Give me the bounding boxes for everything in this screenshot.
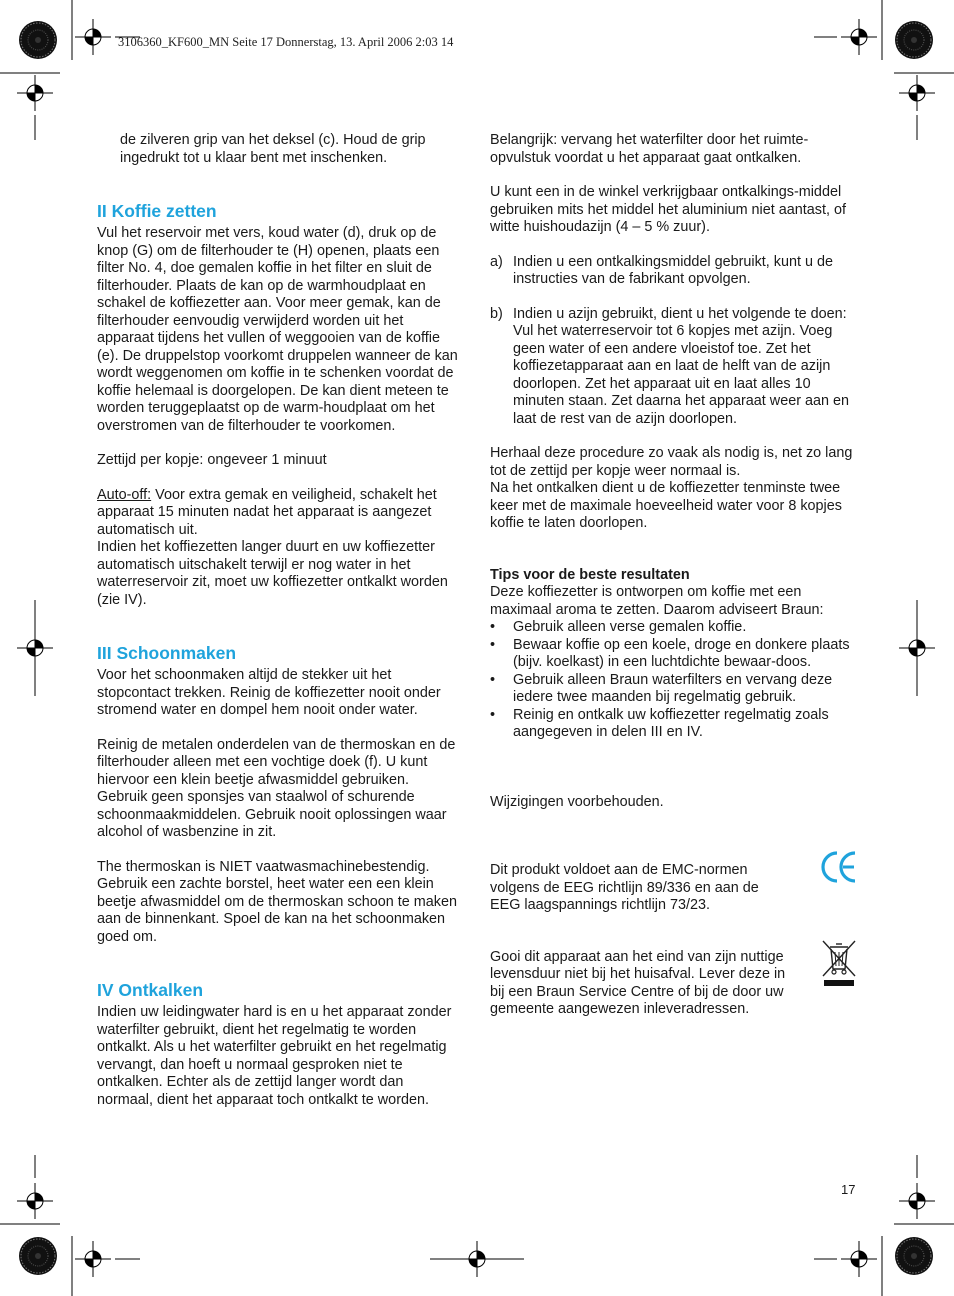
left-column — [97, 132, 463, 1109]
auto-off-paragraph — [97, 487, 463, 540]
tips-list-item-text: Bewaar koffie op een koele, droge en donkere plaats (bijv. koelkast) in een luchtdichte bewaar-doos. — [513, 636, 850, 670]
tips-list-item-text: Gebruik alleen Braun waterfilters en vervang deze iedere twee maanden bij regelmatig gebruik. — [513, 671, 833, 705]
section-title-ontkalken: IV Ontkalken — [97, 980, 204, 1000]
ce-mark-icon — [820, 849, 858, 885]
intro-paragraph: de zilveren grip van het deksel (c). Houd de grip ingedrukt tot u klaar bent met inschenken. — [120, 132, 426, 166]
changes-notice: Wijzigingen voorbehouden. — [490, 793, 664, 810]
bullet-marker: • — [490, 671, 496, 688]
list-item-text: Indien u een ontkalkingsmiddel gebruikt, kunt u de instructies van de fabrikant opvolgen. — [513, 253, 834, 287]
bullet-marker: • — [490, 619, 496, 635]
print-header: 3106360_KF600_MN Seite 17 Donnerstag, 13. April 2006 2:03 14 — [118, 35, 454, 49]
list-item-text: Indien u azijn gebruikt, dient u het volgende te doen: Vul het waterreservoir tot 6 kopjes met azijn. Voeg geen water of een andere vloeistof toe. Zet het koffiezetapparaat aan en laat de helft van de azijn doorlopen. Zet het apparaat uit en laat alles 10 minuten staan. Zet daarna het apparaat weer aan en laat de rest van de azijn doorlopen. — [513, 305, 850, 427]
page-number: 17 — [841, 1182, 856, 1197]
paragraph: Belangrijk: vervang het waterfilter door het ruimte-opvulstuk voordat u het apparaat gaat ontkalken. — [490, 132, 809, 166]
emc-notice: Dit produkt voldoet aan de EMC-normen volgens de EEG richtlijn 89/336 en aan de EEG laagspannings richtlijn 73/23. — [490, 862, 759, 913]
paragraph: The thermoskan is NIET vaatwasmachinebestendig. Gebruik een zachte borstel, heet water een een klein beetje afwasmiddel om de thermoskan schoon te maken aan de binnenkant. Spoel de kan na het schoonmaken goed om. — [97, 858, 457, 945]
paragraph: Reinig de metalen onderdelen van de thermoskan en de filterhouder alleen met een vochtige doek (f). U kunt hiervoor een klein beetje afwasmiddel gebruiken. Gebruik geen sponsjes van staalwol of schurende schoonmaakmiddelen. Gebruik nooit oplossingen waar alcohol of wasbenzine in zit. — [97, 736, 456, 840]
paragraph: Voor het schoonmaken altijd de stekker uit het stopcontact trekken. Reinig de koffiezetter nooit onder stromend water en dompel hem nooit onder water. — [97, 667, 441, 718]
tips-list-item-text: Gebruik alleen verse gemalen koffie. — [513, 619, 747, 635]
paragraph: Vul het reservoir met vers, koud water (d), druk op de knop (G) om de filterhouder te (H) openen, plaats een filter No. 4, doe gemalen koffie in het filter en sluit de filterhouder. Plaats de kan op de warmhoudplaat en schakel de koffiezetter aan. Voor meer gemak, kan de filterhouder eenvoudig verwijderd worden uit het apparaat tijdens het vullen of weggooien van de koffie (e). De druppelstop voorkomt druppelen wanneer de kan wordt weggenomen om koffie in te schenken voordat de koffie helemaal is doorgelopen. De kan dient meteen te worden teruggeplaatst op de warm-houdplaat om het overstromen van de filterhouder te voorkomen. — [97, 225, 458, 434]
list-marker: b) — [490, 305, 503, 322]
paragraph: U kunt een in de winkel verkrijgbaar ontkalkings-middel gebruiken mits het middel het aluminium niet aantast, of witte huishoudazijn (4 – 5 % zuur). — [490, 184, 846, 235]
tips-list-item — [490, 672, 856, 707]
bullet-marker: • — [490, 706, 496, 723]
list-item — [490, 254, 856, 289]
paragraph: Herhaal deze procedure zo vaak als nodig is, net zo lang tot de zettijd per kopje weer normaal is. — [490, 445, 853, 479]
weee-notice: Gooi dit apparaat aan het eind van zijn nuttige levensduur niet bij het huisafval. Lever deze in bij een Braun Service Centre of bij de door uw gemeente aangewezen inleveradressen. — [490, 948, 786, 1017]
tips-list-item — [490, 619, 856, 637]
paragraph: Na het ontkalken dient u de koffiezetter tenminste twee keer met de maximale hoeveelheid water voor 8 kopjes koffie te laten doorlopen. — [490, 480, 842, 531]
tips-list-item-text: Reinig en ontkalk uw koffiezetter regelmatig zoals aangegeven in delen III en IV. — [513, 706, 829, 740]
tips-list — [490, 619, 856, 742]
list-marker: a) — [490, 253, 503, 270]
auto-off-label: Auto-off: — [97, 486, 152, 503]
section-title-schoonmaken: III Schoonmaken — [97, 643, 237, 663]
bullet-marker: • — [490, 636, 496, 653]
tips-list-item — [490, 637, 856, 672]
paragraph: Indien het koffiezetten langer duurt en uw koffiezetter automatisch uitschakelt terwijl er nog water in het waterreservoir zit, moet uw koffiezetter ontkalkt worden (zie IV). — [97, 539, 448, 608]
paragraph: Zettijd per kopje: ongeveer 1 minuut — [97, 452, 327, 468]
section-title-koffie-zetten: II Koffie zetten — [97, 201, 217, 221]
list-item — [490, 306, 856, 429]
paragraph: Indien uw leidingwater hard is en u het apparaat zonder waterfilter gebruikt, dient het regelmatig te worden ontkalkt. Als u het waterfilter gebruikt en het regelmatig vervangt, dan hoeft u normaal gesproken niet te ontkalken. Echter als de zettijd langer wordt dan normaal, dient het apparaat toch ontkalkt te worden. — [97, 1004, 452, 1108]
tips-title: Tips voor de beste resultaten — [490, 566, 690, 583]
tips-intro: Deze koffiezetter is ontworpen om koffie met een maximaal aroma te zetten. Daarom adviseert Braun: — [490, 584, 824, 618]
tips-list-item — [490, 707, 856, 742]
auto-off-text: Voor extra gemak en veiligheid, schakelt het apparaat 15 minuten nadat het apparaat is aangezet automatisch uit. — [97, 486, 437, 538]
weee-bin-icon — [821, 938, 857, 988]
right-column — [490, 132, 856, 1019]
